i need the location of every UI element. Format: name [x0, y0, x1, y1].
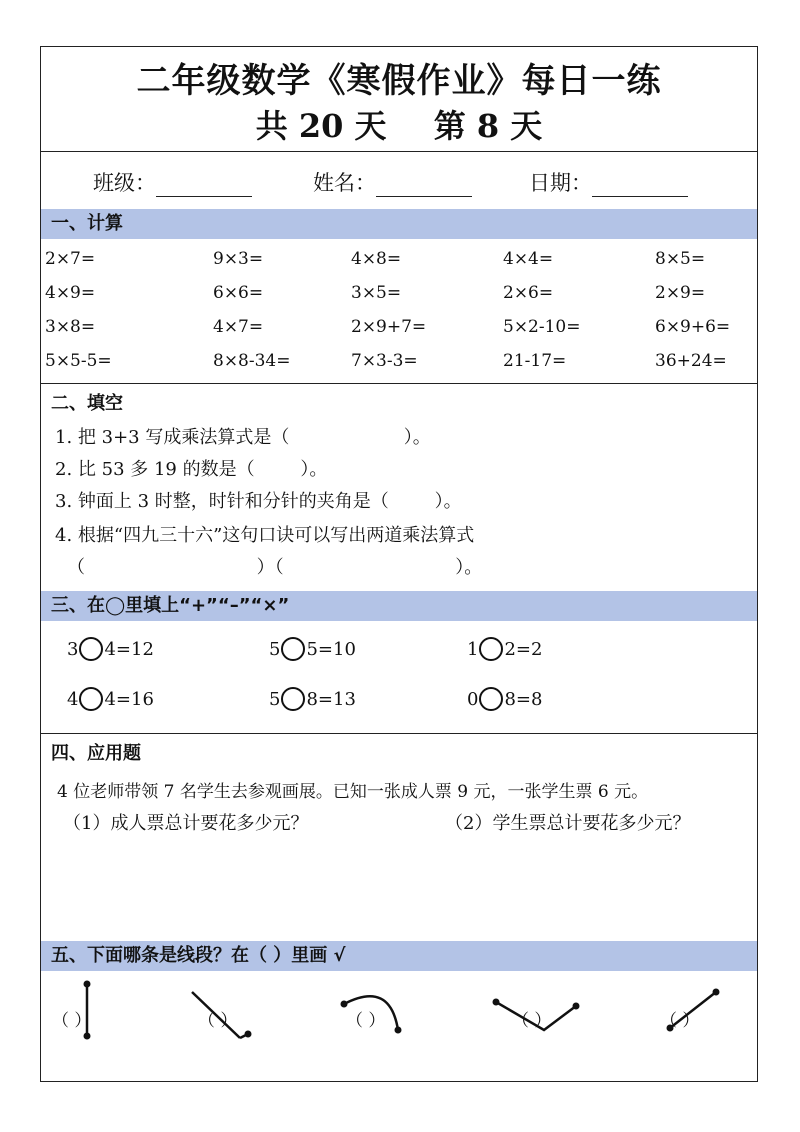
section-segment-header: 五、下面哪条是线段？在（ ）里画 √: [41, 941, 757, 971]
operand: 0: [467, 688, 479, 710]
calc-item: 2×6=: [503, 283, 554, 303]
operand: 8=13: [306, 688, 356, 710]
section-fill-header: 二、填空: [51, 393, 123, 414]
calc-item: 8×5=: [655, 249, 706, 269]
name-label: 姓名：: [313, 171, 376, 195]
calc-item: 6×6=: [213, 283, 264, 303]
fill-question-4-blanks: （ ）（ ）。: [67, 557, 483, 578]
operand: 2=2: [504, 638, 543, 660]
word-problem-text: 4 位老师带领 7 名学生去参观画展。已知一张成人票 9 元，一张学生票 6 元。: [57, 782, 649, 802]
operand: 4: [67, 688, 79, 710]
calc-item: 3×8=: [45, 317, 96, 337]
calc-item: 21-17=: [503, 351, 567, 371]
date-label: 日期：: [529, 171, 592, 195]
answer-paren[interactable]: （ ）: [346, 1011, 386, 1031]
calc-item: 8×8-34=: [213, 351, 291, 371]
section-calc-header: 一、计算: [41, 209, 757, 239]
calc-item: 9×3=: [213, 249, 264, 269]
operand: 8=8: [504, 688, 543, 710]
operand: 4=12: [104, 638, 154, 660]
total-days: 共 20 天: [255, 107, 387, 145]
answer-paren[interactable]: （ ）: [660, 1011, 700, 1031]
fill-question-4: 4. 根据“四九三十六”这句口诀可以写出两道乘法算式: [55, 525, 475, 546]
current-day: 第 8 天: [433, 107, 543, 145]
section-operator-header: 三、在◯里填上“+”“–”“×”: [41, 591, 757, 621]
calc-item: 3×5=: [351, 283, 402, 303]
answer-paren[interactable]: （ ）: [512, 1011, 552, 1031]
operand: 5=10: [306, 638, 356, 660]
calc-item: 2×7=: [45, 249, 96, 269]
calc-item: 5×5-5=: [45, 351, 112, 371]
calc-item: 4×4=: [503, 249, 554, 269]
word-problem-q2: （2）学生票总计要花多少元？: [445, 813, 691, 834]
answer-paren[interactable]: （ ）: [198, 1011, 238, 1031]
section-word-problem-header: 四、应用题: [51, 743, 141, 764]
calc-item: 4×9=: [45, 283, 96, 303]
calc-item: 4×7=: [213, 317, 264, 337]
operand: 1: [467, 638, 479, 660]
fill-question-3: 3. 钟面上 3 时整，时针和分针的夹角是（ ）。: [55, 491, 462, 512]
calc-item: 2×9+7=: [351, 317, 427, 337]
calc-item: 5×2-10=: [503, 317, 581, 337]
calc-item: 2×9=: [655, 283, 706, 303]
operand: 3: [67, 638, 79, 660]
class-label: 班级：: [93, 171, 156, 195]
fill-question-1: 1. 把 3+3 写成乘法算式是（ ）。: [55, 427, 431, 448]
answer-paren[interactable]: （ ）: [52, 1011, 92, 1031]
word-problem-q1: （1）成人票总计要花多少元？: [63, 813, 309, 834]
calc-item: 6×9+6=: [655, 317, 731, 337]
calc-item: 7×3-3=: [351, 351, 418, 371]
operand: 5: [269, 688, 281, 710]
calc-item: 4×8=: [351, 249, 402, 269]
fill-question-2: 2. 比 53 多 19 的数是（ ）。: [55, 459, 328, 480]
operand: 5: [269, 638, 281, 660]
operand: 4=16: [104, 688, 154, 710]
calc-item: 36+24=: [655, 351, 727, 371]
page-title: 二年级数学《寒假作业》每日一练: [136, 61, 662, 101]
